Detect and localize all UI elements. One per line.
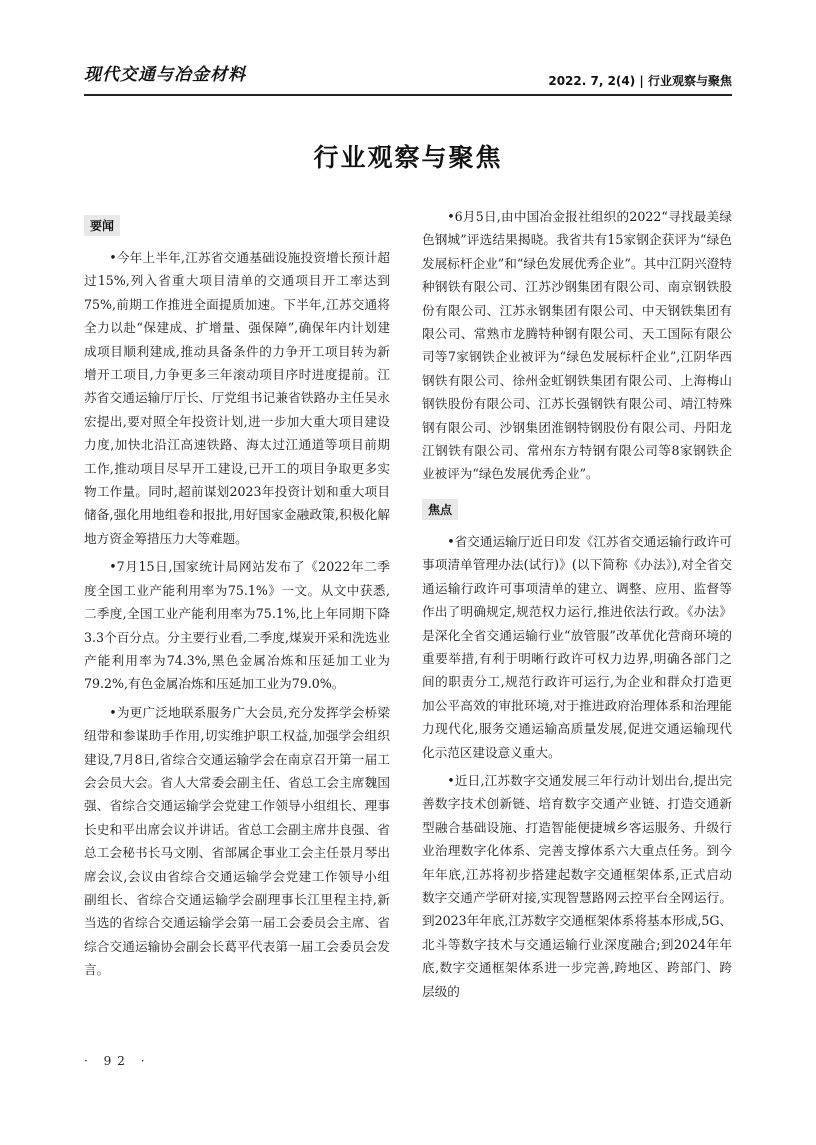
page-number: · 92 ·	[84, 1054, 151, 1068]
section-label-news: 要闻	[84, 215, 120, 236]
focus-paragraph: •省交通运输厅近日印发《江苏省交通运输行政许可事项清单管理办法(试行)》(以下简称《办法》),对全省交通运输行政许可事项清单的建立、调整、应用、监督等作出了明确规定,规范权力运行,推进依法行政。《办法》是深化全省交通运输行业“放管服”改革优化营商环境的重要举措,有利于明晰行政许可权力边界,明确各部门之间的职责分工,规范行政许可运行,为企业和群众打造更加公平高效的审批环境,对于推进政府治理体系和治理能力现代化,服务交通运输高质量发展,促进交通运输现代化示范区建设意义重大。	[422, 533, 732, 760]
news-paragraph: •7月15日,国家统计局网站发布了《2022年二季度全国工业产能利用率为75.1%》一文。从文中获悉,二季度,全国工业产能利用率为75.1%,比上年同期下降3.3个百分点。分主要行业看,二季度,煤炭开采和洗选业产能利用率为74.3%,黑色金属冶炼和压延加工业为79.2%,有色金属冶炼和压延加工业为79.0%。	[84, 559, 390, 692]
journal-logo: 现代交通与冶金材料	[84, 65, 246, 85]
issue-info: 2022. 7, 2(4) | 行业观察与聚焦	[548, 74, 732, 88]
news-paragraph: •为更广泛地联系服务广大会员,充分发挥学会桥梁纽带和参谋助手作用,切实维护职工权益,加强学会组织建设,7月8日,省综合交通运输学会在南京召开第一届工会会员大会。省人大常委会副主任、省总工会主席魏国强、省综合交通运输学会党建工作领导小组组长、理事长史和平出席会议并讲话。省总工会副主席井良强、省总工会秘书长马文刚、省部属企事业工会主任景月琴出席会议,会议由省综合交通运输学会党建工作领导小组副组长、省综合交通运输学会副理事长江里程主持,新当选的省综合交通运输学会第一届工会委员会主席、省综合交通运输协会副会长葛平代表第一届工会委员会发言。	[84, 704, 390, 978]
news-paragraph: •6月5日,由中国冶金报社组织的2022“寻找最美绿色钢城”评选结果揭晓。我省共有15家钢企获评为“绿色发展标杆企业”和“绿色发展优秀企业”。其中江阴兴澄特种钢铁有限公司、江苏沙钢集团有限公司、南京钢铁股份有限公司、江苏永钢集团有限公司、中天钢铁集团有限公司、常熟市龙腾特种钢有限公司、天工国际有限公司等7家钢铁企业被评为“绿色发展标杆企业”,江阴华西钢铁有限公司、徐州金虹钢铁集团有限公司、上海梅山钢铁股份有限公司、江苏长强钢铁有限公司、靖江特殊钢有限公司、沙钢集团淮钢特钢股份有限公司、丹阳龙江钢铁有限公司、常州东方特钢有限公司等8家钢铁企业被评为“绿色发展优秀企业”。	[422, 209, 732, 482]
focus-paragraph: •近日,江苏数字交通发展三年行动计划出台,提出完善数字技术创新链、培育数字交通产业链、打造交通新型融合基础设施、打造智能便捷城乡客运服务、升级行业治理数字化体系、完善支撑体系六大重点任务。到今年年底,江苏将初步搭建起数字交通框架体系,正式启动数字交通产学研对接,实现智慧路网云控平台全网运行。到2023年年底,江苏数字交通框架体系将基本形成,5G、北斗等数字技术与交通运输行业深度融合;到2024年年底,数字交通框架体系进一步完善,跨地区、跨部门、跨层级的	[422, 772, 733, 999]
right-column	[422, 205, 732, 1008]
left-column	[84, 205, 390, 987]
section-label-focus: 焦点	[422, 499, 458, 520]
news-paragraph: •今年上半年,江苏省交通基础设施投资增长预计超过15%,列入省重大项目清单的交通项目开工率达到75%,前期工作推进全面提质加速。下半年,江苏交通将全力以赴“保建成、扩增量、强保障”,确保年内计划建成项目顺利建成,推动具备条件的力争开工项目转为新增开工项目,力争更多三年滚动项目序时进度提前。江苏省交通运输厅厅长、厅党组书记兼省铁路办主任吴永宏提出,要对照全年投资计划,进一步加大重大项目建设力度,加快北沿江高速铁路、海太过江通道等项目前期工作,推动项目尽早开工建设,已开工的项目争取更多实物工作量。同时,超前谋划2023年投资计划和重大项目储备,强化用地组卷和报批,用好国家金融政策,积极化解地方资金筹措压力大等难题。	[84, 250, 390, 546]
running-header	[84, 58, 732, 96]
page-title: 行业观察与聚焦	[313, 143, 503, 172]
